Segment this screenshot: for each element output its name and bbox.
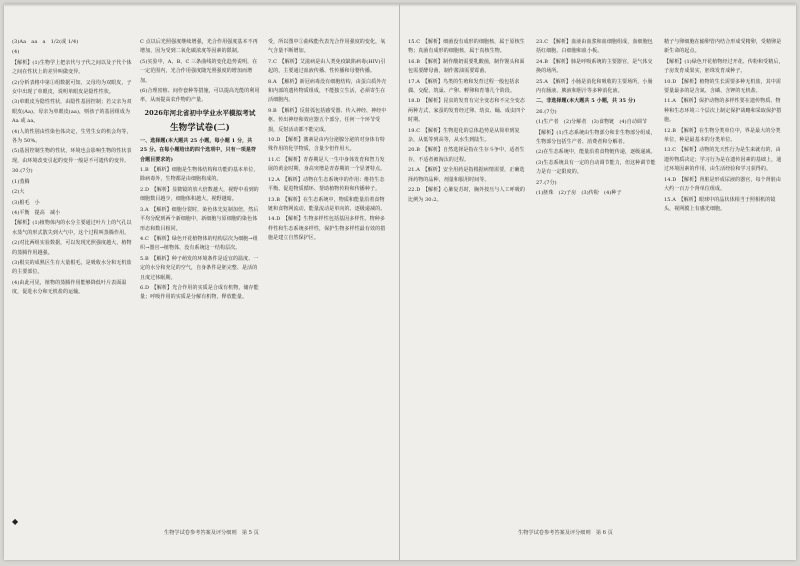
text-line: 25.A 【解析】小肠是消化和吸收的主要场所，小肠内有肠液、胰液和胆汁等多种消化液。 <box>536 78 653 95</box>
exam-title: 2026年河北省初中学业水平模拟考试 <box>144 108 256 117</box>
text-line: 13.C 【解析】动物的先天性行为是生来就有的，由遗传物质决定；学习行为是在遗传因素的基础上，通过环境因素的作用，由生活经验和学习获得的。 <box>664 147 782 173</box>
text-line: 8.A 【解析】新冠病毒没有细胞结构，由蛋白质外壳和内部的遗传物质组成，不能独立生活，必须寄生在活细胞内。 <box>268 78 387 104</box>
text-line: 18.D 【解析】昆虫的发育有完全变态和不完全变态两种方式，家蚕的发育经过卵、幼虫、蛹、成虫四个时期。 <box>408 98 526 124</box>
text-line: 5.B 【解析】种子萌发的环境条件是适宜的温度、一定的水分和充足的空气，自身条件是胚完整、是活的且度过休眠期。 <box>140 255 259 281</box>
page-5 <box>4 4 400 560</box>
text-line: 【解析】(1)生态系统由生物部分和非生物部分组成，生物部分包括生产者、消费者和分解者。 <box>536 129 656 146</box>
text-line: 10.D 【解析】植物的生长需要多种无机盐，其中需要量最多的是含氮、含磷、含钾的无机盐。 <box>664 78 781 95</box>
left-column-2 <box>140 38 260 528</box>
answer-line: (2)大 <box>12 189 25 196</box>
exam-subtitle: 生物学试卷(二) <box>170 122 230 133</box>
text-line: 15.A 【解析】眼球中的晶状体相当于照相机的镜头，视网膜上有感光细胞。 <box>664 196 776 212</box>
right-column-2 <box>536 38 656 528</box>
text-line: 10.D 【解析】激素是由内分泌腺分泌的对身体有特殊作用的化学物质，含量少但作用大。 <box>268 137 385 153</box>
corner-mark-icon: ◆ <box>12 517 19 526</box>
text-line: 19.C 【解析】生物进化的总体趋势是从简单到复杂，从低等到高等，从水生到陆生。 <box>408 127 520 144</box>
question-number: 27.(7分) <box>536 179 557 186</box>
text-line: (5)基因控制生物的性状，环境也会影响生物的性状表现，由环境改变引起的变异一般是不可遗传的变异。 <box>12 148 132 164</box>
text-line: 15.C 【解析】细菌没有成形的细胞核，属于原核生物；真菌有成形的细胞核，属于真核生物。 <box>408 39 525 55</box>
answer-line: (3)根毛 小 <box>12 199 40 206</box>
text-line: 14.D 【解析】生物多样性包括基因多样性、物种多样性和生态系统多样性，保护生物多样性最有效的措施是建立自然保护区。 <box>268 216 386 242</box>
text-line: (3)根尖的成熟区生有大量根毛，是吸收水分和无机盐的主要部位。 <box>12 259 132 276</box>
answer-line: (4)平衡 提高 减小 <box>12 209 61 216</box>
text-line: 1.B 【解析】细胞是生物体结构和功能的基本单位，除病毒外，生物都是由细胞构成的。 <box>140 167 259 183</box>
text-line: (2)在生态系统中，能量沿着食物链传递，逐级递减。 <box>536 149 656 156</box>
text-line: 23.C 【解析】血液由血浆和血细胞组成，血细胞包括红细胞、白细胞和血小板。 <box>536 39 653 55</box>
text-line: 14.D 【解析】肾脏是形成尿液的器官，每个肾脏由大约一百万个肾单位组成。 <box>664 176 781 193</box>
text-line: (4) <box>12 49 86 56</box>
text-line: (6)合理密植、间作套种等措施，可以提高光能的利用率，从而提高农作物的产量。 <box>140 88 260 104</box>
text-line: 21.A 【解析】安全用药是指根据病情需要，正确选择药物的品种、剂量和服用时间等。 <box>408 167 525 183</box>
text-line: (2)分析表格中第①组数据可知，父母均为双眼皮，子女中出现了单眼皮，说明单眼皮是隐性性状。 <box>12 79 132 96</box>
question-number: 26.(7分) <box>536 108 557 115</box>
text-line: 7.C 【解析】艾滋病是由人类免疫缺陷病毒(HIV)引起的，主要通过血液传播、性传播和母婴传播。 <box>268 58 386 75</box>
text-line: C 点以后光照强度继续增强，光合作用强度基本不再增加，因为受到二氧化碳浓度等因素的限制。 <box>140 39 258 55</box>
answer-line: (1)生产者 (2)分解者 (3)食物链 (4)自动调节 <box>536 119 648 126</box>
answer-line: (1)胚珠 (2)子房 (3)传粉 (4)种子 <box>536 190 622 197</box>
text-line: 13.B 【解析】在生态系统中，物质和能量沿着食物链和食物网流动，能量流动是单向的、逐级递减的。 <box>268 196 386 212</box>
text-line: (5)实验中，A、B、C 三条曲线的变化趋势说明，在一定范围内，光合作用强度随光照强度的增加而增加。 <box>140 58 258 84</box>
left-column-1 <box>12 38 132 528</box>
text-line: 2.D 【解析】显微镜的放大倍数越大，视野中看到的细胞数目越少，细胞体积越大，视野越暗。 <box>140 186 259 203</box>
text-line: 16.B 【解析】制作酸奶需要乳酸菌，制作馒头和面包需要酵母菌，制作酱油需要霉菌。 <box>408 58 525 75</box>
text-line: (3)生态系统具有一定的自动调节能力，但这种调节能力是有一定限度的。 <box>536 159 656 176</box>
page-6 <box>400 4 796 560</box>
text-line: (4)人的性别由性染色体决定，生男生女的机会均等，各为 50%。 <box>12 128 132 145</box>
text-line: 【解析】(1)绿色开花植物经过开花、传粉和受精后，子房发育成果实，胚珠发育成种子。 <box>664 58 784 75</box>
text-line: 17.A 【解析】鸟类的生殖和发育过程一般包括求偶、交配、筑巢、产卵、孵卵和育雏几个阶段。 <box>408 78 520 95</box>
scanned-answer-sheet <box>4 4 796 560</box>
text-line: 【解析】(1)生物学上把亲代与子代之间以及子代个体之间在性状上的差异叫做变异。 <box>12 59 132 76</box>
text-line: (4)由此可见，植物的蒸腾作用能够降低叶片表面温度，促进水分和无机盐的运输。 <box>12 279 127 296</box>
answer-line: (1)蒸腾 <box>12 178 30 185</box>
right-column-3 <box>664 38 784 528</box>
text-line: 20.B 【解析】自然选择是指在生存斗争中，适者生存，不适者被淘汰的过程。 <box>408 147 525 163</box>
text-line: 受，所以图中①曲线能代表光合作用强度的变化，氧气含量不断增加。 <box>268 39 386 55</box>
text-line: 11.C 【解析】青春期是人一生中身体发育和智力发展的黄金时期，身高突增是青春期的一个显著特点。 <box>268 156 386 173</box>
text-line: (3)单眼皮为隐性性状，由隐性基因控制；若父亲为双眼皮(Aa)，母亲为单眼皮(aa)，则孩子的基因组成为 Aa 或 aa。 <box>12 99 132 125</box>
section-heading: 二、非选择题(本大题共 5 小题，共 35 分) <box>536 98 636 105</box>
text-line: 精子与卵细胞在输卵管内结合形成受精卵，受精卵是新生命的起点。 <box>664 39 782 55</box>
text-line: 24.B 【解析】肺是呼吸系统的主要器官，是气体交换的场所。 <box>536 58 653 75</box>
question-number: 30.(7分) <box>12 168 33 175</box>
right-column-1 <box>408 38 528 528</box>
text-line: (2)对比两组实验数据，可以发现光照强度越大，植物的蒸腾作用越强。 <box>12 240 132 256</box>
text-line: 6.D 【解析】光合作用的实质是合成有机物，储存能量；呼吸作用的实质是分解有机物，释放能量。 <box>140 284 259 301</box>
page-footer: 生物学试卷参考答案及评分细则 第 6 页 <box>518 530 613 536</box>
text-line: 22.D 【解析】心肺复苏时，胸外按压与人工呼吸的比例为 30:2。 <box>408 187 525 203</box>
text-line: 3.A 【解析】细胞分裂时，染色体先复制加倍，然后平均分配到两个新细胞中，新细胞与原细胞的染色体形态和数目相同。 <box>140 206 259 232</box>
left-column-3 <box>268 38 388 528</box>
page-footer: 生物学试卷参考答案及评分细则 第 5 页 <box>164 530 259 536</box>
text-line: 12.A 【解析】动物在生态系统中的作用：维持生态平衡、促进物质循环、帮助植物传粉和传播种子。 <box>268 176 385 193</box>
text-line: 【解析】(1)植物体内的水分主要通过叶片上的气孔以水蒸气的形式散失到大气中，这个过程叫蒸腾作用。 <box>12 220 132 236</box>
text-line: 11.A 【解析】保护动物的多样性要在遗传物质、物种和生态环境三个层次上制定保护战略和采取保护措施。 <box>664 98 782 124</box>
text-line: 4.C 【解析】绿色开花植物体的结构层次为细胞→组织→器官→植物体，没有系统这一结构层次。 <box>140 235 258 252</box>
text-line: 12.B 【解析】在生物分类单位中，界是最大的分类单位，种是最基本的分类单位。 <box>664 127 781 144</box>
text-line: (3)Aa aa a 1/2(或 1/4) <box>12 39 79 45</box>
section-heading: 一、选择题(本大题共 25 小题，每小题 1 分，共 25 分。在每小题给出的四个选项中，只有一项是符合题目要求的) <box>140 137 257 163</box>
text-line: 9.B 【解析】反射弧包括感受器、传入神经、神经中枢、传出神经和效应器五个部分，任何一个环节受损，反射活动都不能完成。 <box>268 107 387 133</box>
